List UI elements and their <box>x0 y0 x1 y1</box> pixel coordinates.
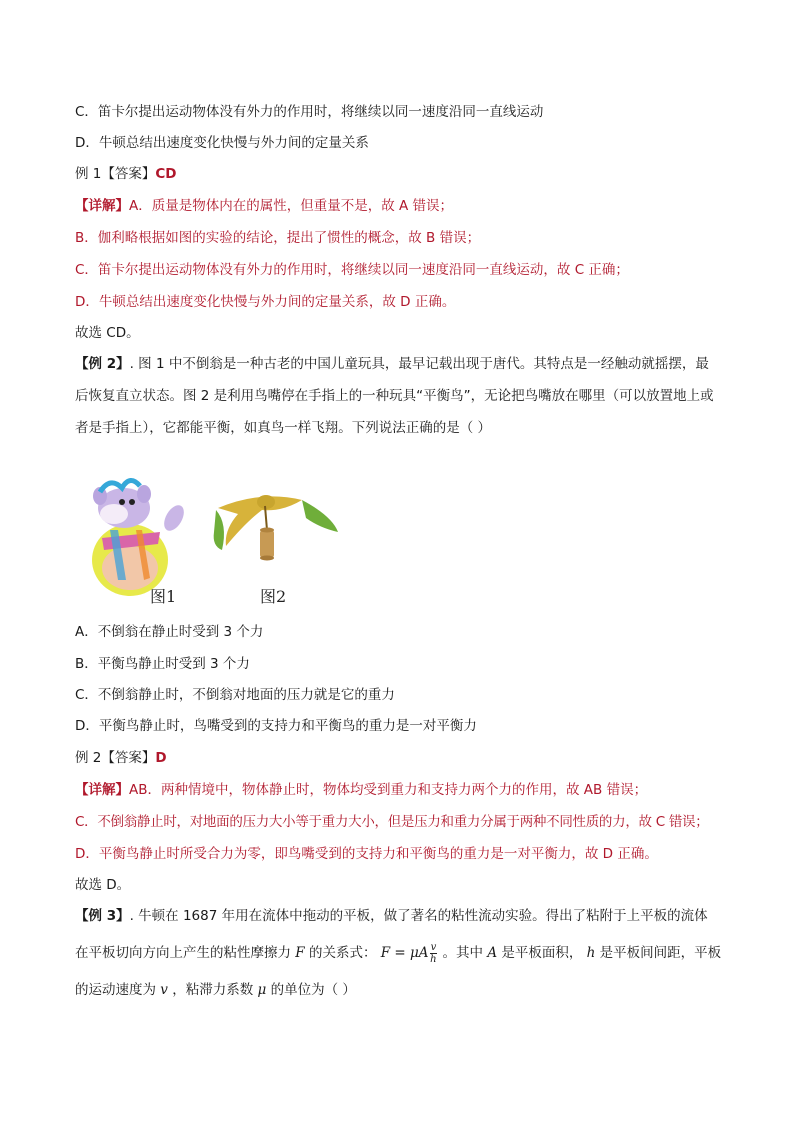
viscosity-formula <box>380 942 438 965</box>
ex3-label: 【例 3】 <box>75 908 130 924</box>
formula-denominator: h <box>430 954 437 965</box>
ex1-detail-a-text: A．质量是物体内在的属性，但重量不是，故 A 错误； <box>129 198 454 214</box>
tumbler-toy-image <box>92 480 188 596</box>
ex2-detail-c: C．不倒翁静止时，对地面的压力大小等于重力大小，但是压力和重力分属于两种不同性质的力，故 C 错误； <box>75 814 709 830</box>
ex1-detail-b: B．伽利略根据如图的实验的结论，提出了惯性的概念，故 B 错误； <box>75 230 481 246</box>
ex3-q2-post2: 是平板面积， <box>501 945 583 961</box>
ex1-conclusion: 故选 CD。 <box>75 325 140 341</box>
ex3-q2-pre: 在平板切向方向上产生的粘性摩擦力 <box>75 945 291 961</box>
ex2-option-c: C．不倒翁静止时，不倒翁对地面的压力就是它的重力 <box>75 687 395 703</box>
ex2-label: 【例 2】 <box>75 356 130 372</box>
ex2-detail-ab <box>75 780 734 800</box>
ex3-q2-mid: 的关系式： <box>308 945 377 961</box>
ex2-option-d: D．平衡鸟静止时，鸟嘴受到的支持力和平衡鸟的重力是一对平衡力 <box>75 718 477 734</box>
ex2-question-line1 <box>75 354 734 374</box>
balance-bird-image <box>214 495 338 561</box>
var-v: v <box>160 982 168 998</box>
ex3-q3-mid: ，粘滞力系数 <box>172 982 254 998</box>
ex2-q1-text: . 图 1 中不倒翁是一种古老的中国儿童玩具，最早记载出现于唐代。其特点是一经触动就摇摆，最 <box>129 356 709 372</box>
figure1-caption: 图1 <box>150 587 177 606</box>
ex3-q3-pre: 的运动速度为 <box>75 982 156 998</box>
ex1-detail-a <box>75 196 734 216</box>
ex2-answer-value: D <box>155 750 167 766</box>
figure2-caption: 图2 <box>260 587 287 606</box>
ex3-q1-text: . 牛顿在 1687 年用在流体中拖动的平板，做了著名的粘性流动实验。得出了粘附于上平板的流体 <box>129 908 708 924</box>
var-h: h <box>586 945 596 961</box>
ex2-question-line3: 者是手指上），它都能平衡，如真鸟一样飞翔。下列说法正确的是（ ） <box>75 420 492 436</box>
ex2-detail-label: 【详解】 <box>75 782 129 798</box>
ex1-answer-label: 例 1【答案】 <box>75 166 156 182</box>
ex3-q2-post1: 。其中 <box>442 945 484 961</box>
ex2-detail-ab-text: AB．两种情境中，物体静止时，物体均受到重力和支持力两个力的作用，故 AB 错误； <box>129 782 648 798</box>
ex2-question-line2: 后恢复直立状态。图 2 是利用鸟嘴停在手指上的一种玩具“平衡鸟”，无论把鸟嘴放在哪里（可以放置地上或 <box>75 388 714 404</box>
prev-option-c: C．笛卡尔提出运动物体没有外力的作用时，将继续以同一速度沿同一直线运动 <box>75 104 544 120</box>
ex2-conclusion: 故选 D。 <box>75 877 131 893</box>
var-mu: μ <box>257 982 267 998</box>
ex1-detail-c: C．笛卡尔提出运动物体没有外力的作用时，将继续以同一速度沿同一直线运动，故 C 正确； <box>75 262 629 278</box>
ex1-detail-label: 【详解】 <box>75 198 129 214</box>
ex2-figure-illustrations <box>70 470 370 610</box>
ex3-question-line1 <box>75 906 734 926</box>
ex2-answer <box>75 748 734 768</box>
ex1-detail-d: D．牛顿总结出速度变化快慢与外力间的定量关系，故 D 正确。 <box>75 294 456 310</box>
ex2-answer-label: 例 2【答案】 <box>75 750 156 766</box>
ex1-answer-value: CD <box>155 166 177 182</box>
ex2-detail-d: D．平衡鸟静止时所受合力为零，即鸟嘴受到的支持力和平衡鸟的重力是一对平衡力，故 D 正确。 <box>75 846 658 862</box>
ex3-question-line2 <box>75 940 734 966</box>
formula-fraction <box>430 942 438 965</box>
ex3-q3-post: 的单位为（ ） <box>270 982 356 998</box>
formula-numerator: v <box>430 942 437 953</box>
ex2-option-a: A．不倒翁在静止时受到 3 个力 <box>75 624 264 640</box>
var-f: F <box>295 945 305 961</box>
ex3-question-line3 <box>75 980 734 1000</box>
var-a: A <box>487 945 498 961</box>
ex3-q2-post3: 是平板间间距，平板 <box>599 945 722 961</box>
ex2-option-b: B．平衡鸟静止时受到 3 个力 <box>75 656 250 672</box>
ex1-answer <box>75 164 734 184</box>
formula-left: F = μA <box>380 945 429 961</box>
prev-option-d: D．牛顿总结出速度变化快慢与外力间的定量关系 <box>75 135 369 151</box>
ex2-figures <box>70 470 370 610</box>
